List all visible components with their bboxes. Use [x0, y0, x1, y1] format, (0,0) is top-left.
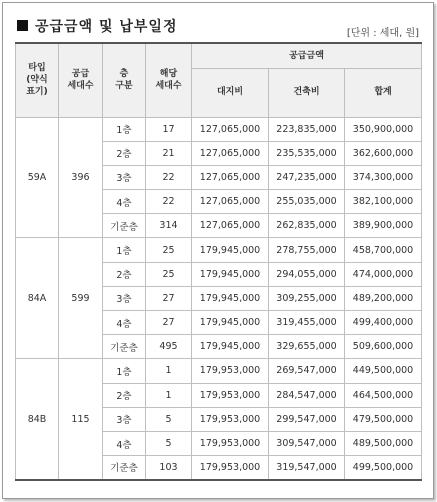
cell-building: 309,547,000 [269, 431, 345, 455]
header-type-line: 타입 [28, 63, 46, 74]
table-row [16, 117, 422, 141]
cell-building: 262,835,000 [269, 214, 345, 238]
cell-building: 284,547,000 [269, 383, 345, 407]
header-supply-units-line: 세대수 [67, 81, 94, 92]
cell-land: 179,945,000 [192, 262, 269, 286]
header-land: 대지비 [192, 68, 269, 117]
cell-total: 489,500,000 [345, 431, 422, 455]
cell-building: 299,547,000 [269, 407, 345, 431]
table-body [16, 117, 422, 480]
cell-building: 309,255,000 [269, 286, 345, 310]
cell-total: 499,400,000 [345, 311, 422, 335]
cell-building: 223,835,000 [269, 117, 345, 141]
cell-units: 25 [146, 262, 192, 286]
cell-land: 179,945,000 [192, 238, 269, 262]
cell-building: 255,035,000 [269, 190, 345, 214]
cell-units: 5 [146, 431, 192, 455]
cell-floor: 4층 [103, 431, 146, 455]
cell-building: 278,755,000 [269, 238, 345, 262]
header-supply-units-line: 공급 [71, 69, 90, 80]
cell-units: 25 [146, 238, 192, 262]
cell-floor: 3층 [103, 286, 146, 310]
header-floor-class-line: 층 [119, 69, 129, 80]
cell-type: 84A [16, 238, 59, 359]
cell-land: 179,945,000 [192, 335, 269, 359]
cell-total: 489,200,000 [345, 286, 422, 310]
cell-floor: 1층 [103, 117, 146, 141]
cell-units: 103 [146, 456, 192, 480]
cell-building: 319,547,000 [269, 456, 345, 480]
cell-floor: 4층 [103, 190, 146, 214]
table-row [16, 238, 422, 262]
cell-total: 362,600,000 [345, 141, 422, 165]
cell-total: 350,900,000 [345, 117, 422, 141]
cell-floor: 2층 [103, 141, 146, 165]
cell-units: 5 [146, 407, 192, 431]
header-floor-class-line: 구분 [115, 81, 133, 92]
header-floor-class [103, 43, 146, 117]
cell-land: 127,065,000 [192, 141, 269, 165]
cell-total: 458,700,000 [345, 238, 422, 262]
cell-building: 329,655,000 [269, 335, 345, 359]
cell-total: 382,100,000 [345, 190, 422, 214]
cell-floor: 1층 [103, 238, 146, 262]
cell-units: 1 [146, 383, 192, 407]
cell-units: 314 [146, 214, 192, 238]
page-title: 공급금액 및 납부일정 [35, 19, 178, 35]
cell-land: 127,065,000 [192, 117, 269, 141]
cell-floor: 3층 [103, 165, 146, 189]
cell-land: 179,945,000 [192, 311, 269, 335]
cell-total: 474,000,000 [345, 262, 422, 286]
cell-units: 27 [146, 286, 192, 310]
cell-building: 269,547,000 [269, 359, 345, 383]
cell-land: 179,953,000 [192, 407, 269, 431]
cell-floor: 1층 [103, 359, 146, 383]
cell-building: 294,055,000 [269, 262, 345, 286]
unit-note: [단위 : 세대, 원] [346, 28, 419, 39]
cell-units: 21 [146, 141, 192, 165]
header-type-line: 표기) [26, 87, 48, 98]
cell-floor: 2층 [103, 383, 146, 407]
header-total: 합계 [345, 68, 422, 117]
cell-building: 235,535,000 [269, 141, 345, 165]
cell-floor: 기준층 [103, 214, 146, 238]
cell-building: 319,455,000 [269, 311, 345, 335]
cell-land: 179,945,000 [192, 286, 269, 310]
cell-land: 127,065,000 [192, 214, 269, 238]
cell-supply-units: 396 [59, 117, 103, 238]
cell-land: 179,953,000 [192, 359, 269, 383]
cell-floor: 3층 [103, 407, 146, 431]
cell-land: 179,953,000 [192, 383, 269, 407]
cell-total: 479,500,000 [345, 407, 422, 431]
cell-total: 464,500,000 [345, 383, 422, 407]
cell-land: 179,953,000 [192, 456, 269, 480]
cell-floor: 기준층 [103, 335, 146, 359]
header-type [16, 43, 59, 117]
cell-total: 499,500,000 [345, 456, 422, 480]
header-supply-amount: 공급금액 [192, 43, 422, 68]
cell-building: 247,235,000 [269, 165, 345, 189]
supply-price-table [15, 42, 422, 481]
cell-total: 509,600,000 [345, 335, 422, 359]
cell-floor: 4층 [103, 311, 146, 335]
cell-supply-units: 599 [59, 238, 103, 359]
cell-units: 1 [146, 359, 192, 383]
cell-units: 22 [146, 190, 192, 214]
cell-type: 59A [16, 117, 59, 238]
cell-land: 127,065,000 [192, 190, 269, 214]
header-units [146, 43, 192, 117]
cell-floor: 2층 [103, 262, 146, 286]
cell-units: 17 [146, 117, 192, 141]
title-row [13, 16, 423, 38]
document-frame [2, 2, 434, 499]
header-type-line: (약식 [26, 75, 48, 86]
cell-units: 27 [146, 311, 192, 335]
header-building: 건축비 [269, 68, 345, 117]
cell-units: 495 [146, 335, 192, 359]
table-row [16, 359, 422, 383]
cell-total: 389,900,000 [345, 214, 422, 238]
cell-floor: 기준층 [103, 456, 146, 480]
square-bullet-icon [17, 20, 28, 31]
header-units-line: 해당 [159, 69, 178, 80]
cell-total: 449,500,000 [345, 359, 422, 383]
cell-land: 179,953,000 [192, 431, 269, 455]
header-supply-units [59, 43, 103, 117]
header-units-line: 세대수 [155, 81, 182, 92]
cell-type: 84B [16, 359, 59, 480]
cell-units: 22 [146, 165, 192, 189]
cell-supply-units: 115 [59, 359, 103, 480]
cell-land: 127,065,000 [192, 165, 269, 189]
cell-total: 374,300,000 [345, 165, 422, 189]
